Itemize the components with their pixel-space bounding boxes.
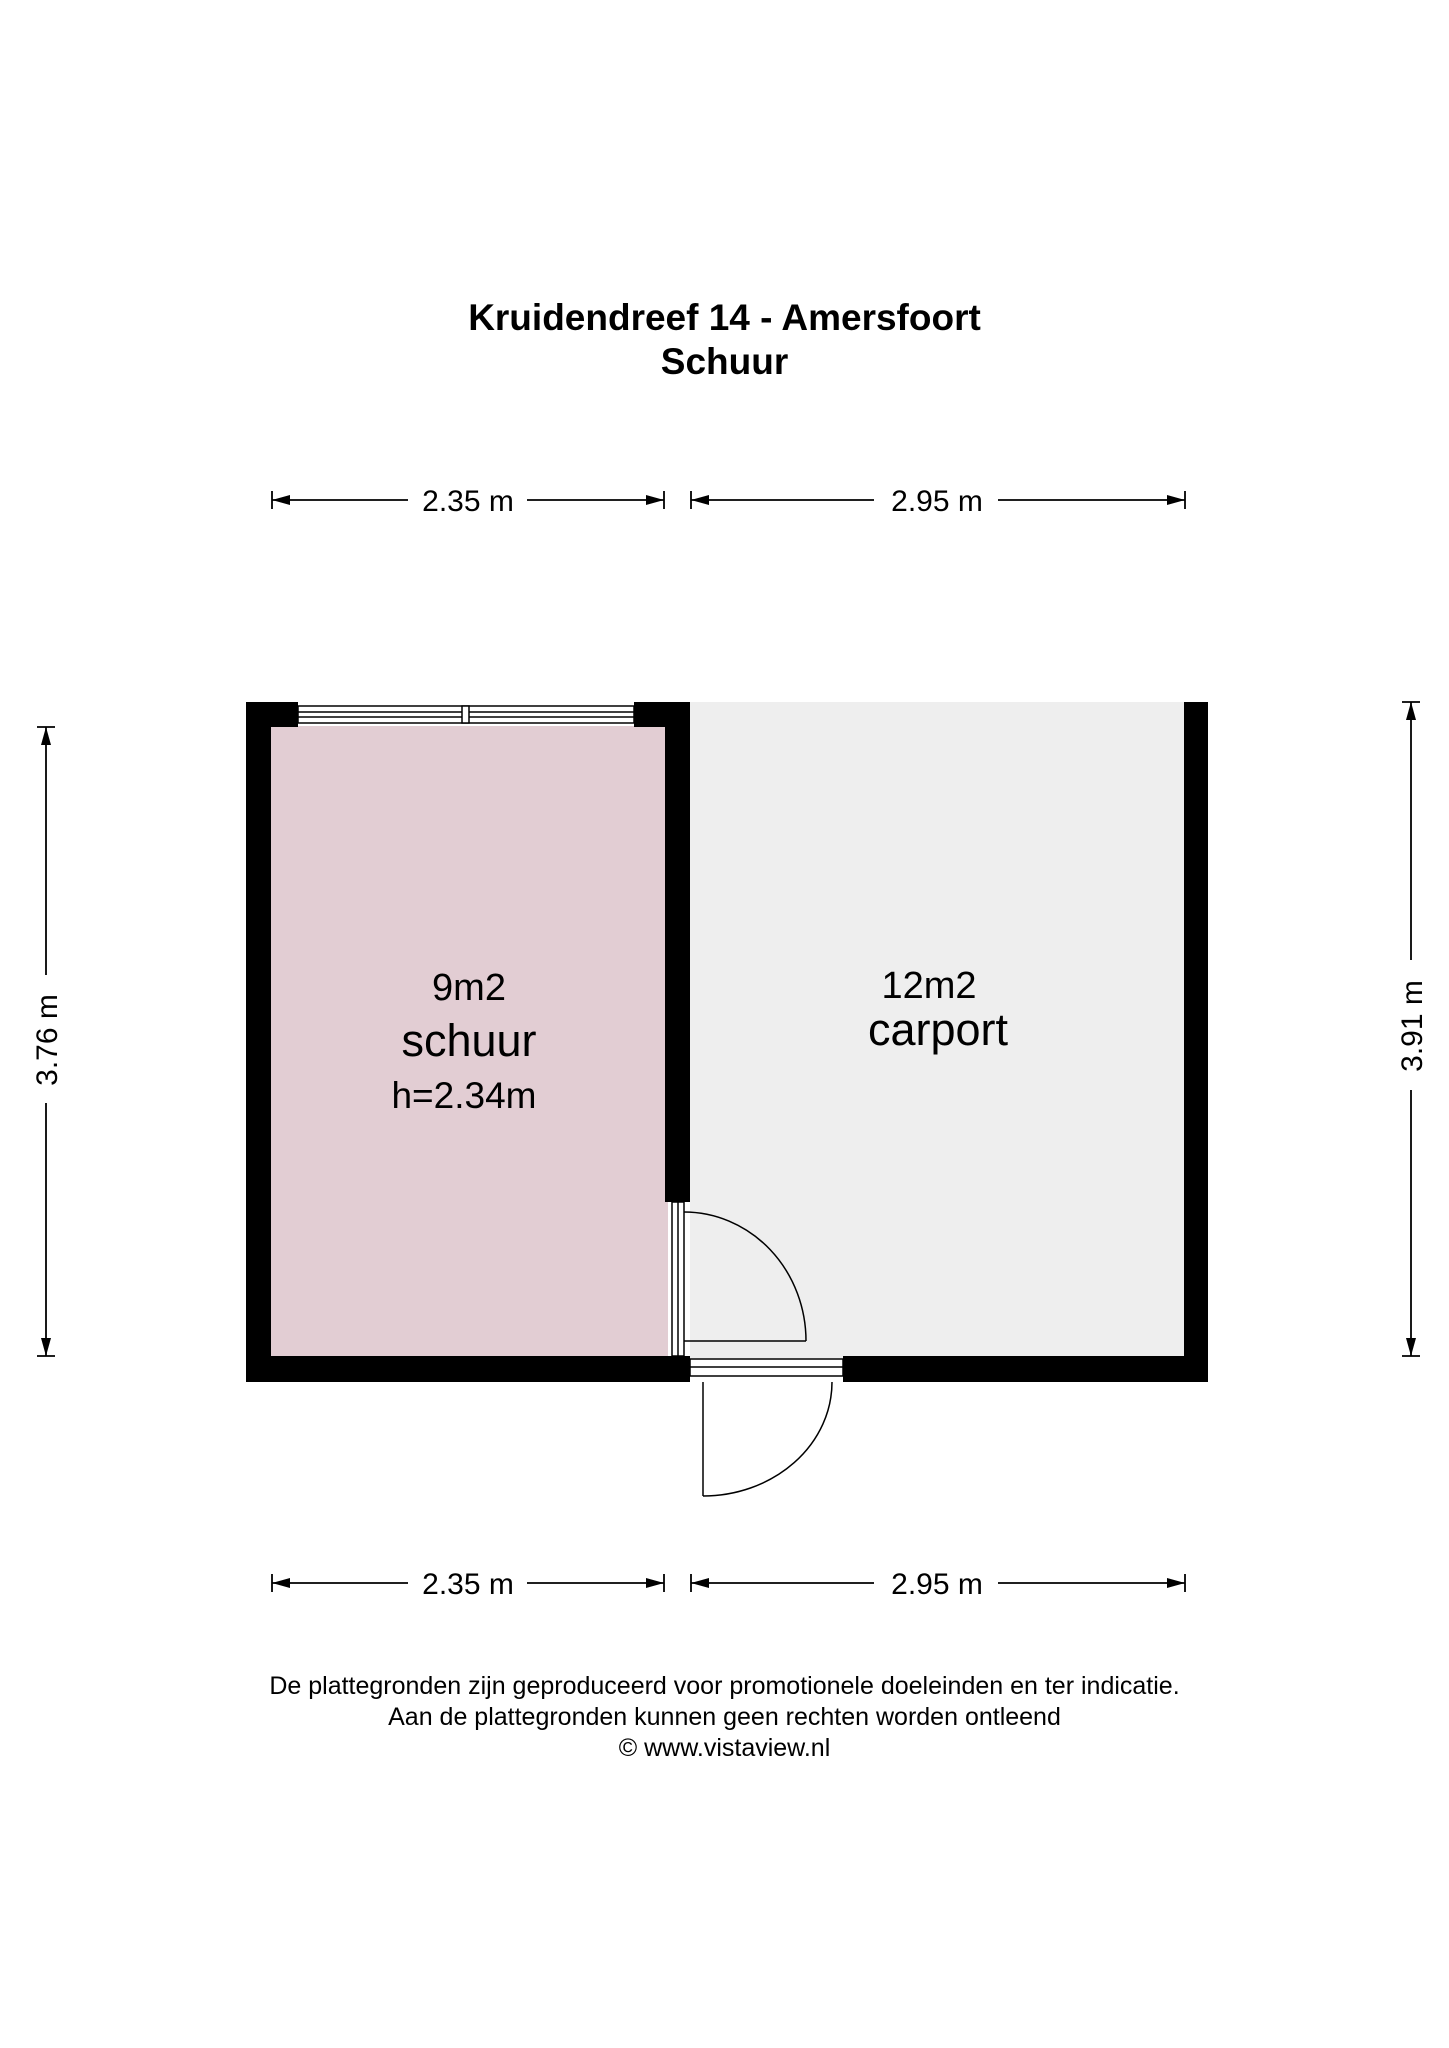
wall-left — [246, 702, 271, 1382]
room-carport-area: 12m2 — [881, 965, 977, 1007]
wall-middle — [665, 702, 690, 1202]
wall-bottom-right — [843, 1356, 1208, 1382]
dim-top-left-label: 2.35 m — [422, 485, 514, 518]
disclaimer-line-1: De plattegronden zijn geproduceerd voor promotionele doeleinden en ter indicatie. — [269, 1672, 1180, 1700]
room-schuur-name: schuur — [401, 1015, 537, 1066]
wall-bottom-left — [246, 1356, 690, 1382]
plan-title: Kruidendreef 14 - Amersfoort — [468, 297, 981, 338]
dim-right-label: 3.91 m — [1396, 980, 1429, 1072]
room-schuur-area: 9m2 — [432, 967, 506, 1009]
room-carport-name: carport — [867, 1004, 1009, 1055]
dim-top-right-label: 2.95 m — [891, 485, 983, 518]
dim-bottom-right — [691, 1568, 1185, 1601]
dim-right — [1396, 702, 1429, 1356]
door-exterior — [690, 1359, 843, 1496]
wall-right — [1184, 702, 1208, 1382]
copyright-line: © www.vistaview.nl — [618, 1734, 831, 1762]
wall-top-left-cap — [246, 702, 298, 727]
window-top — [298, 706, 634, 723]
disclaimer-line-2: Aan de plattegronden kunnen geen rechten worden ontleend — [388, 1703, 1061, 1731]
dim-bottom-left-label: 2.35 m — [422, 1568, 514, 1601]
dim-left-label: 3.76 m — [31, 994, 64, 1086]
dim-top-right — [691, 485, 1185, 518]
room-schuur-height: h=2.34m — [391, 1075, 537, 1116]
dim-bottom-left — [272, 1568, 664, 1601]
plan-subtitle: Schuur — [660, 341, 789, 382]
dim-left — [31, 727, 64, 1356]
dim-bottom-right-label: 2.95 m — [891, 1568, 983, 1601]
dim-top-left — [272, 485, 664, 518]
